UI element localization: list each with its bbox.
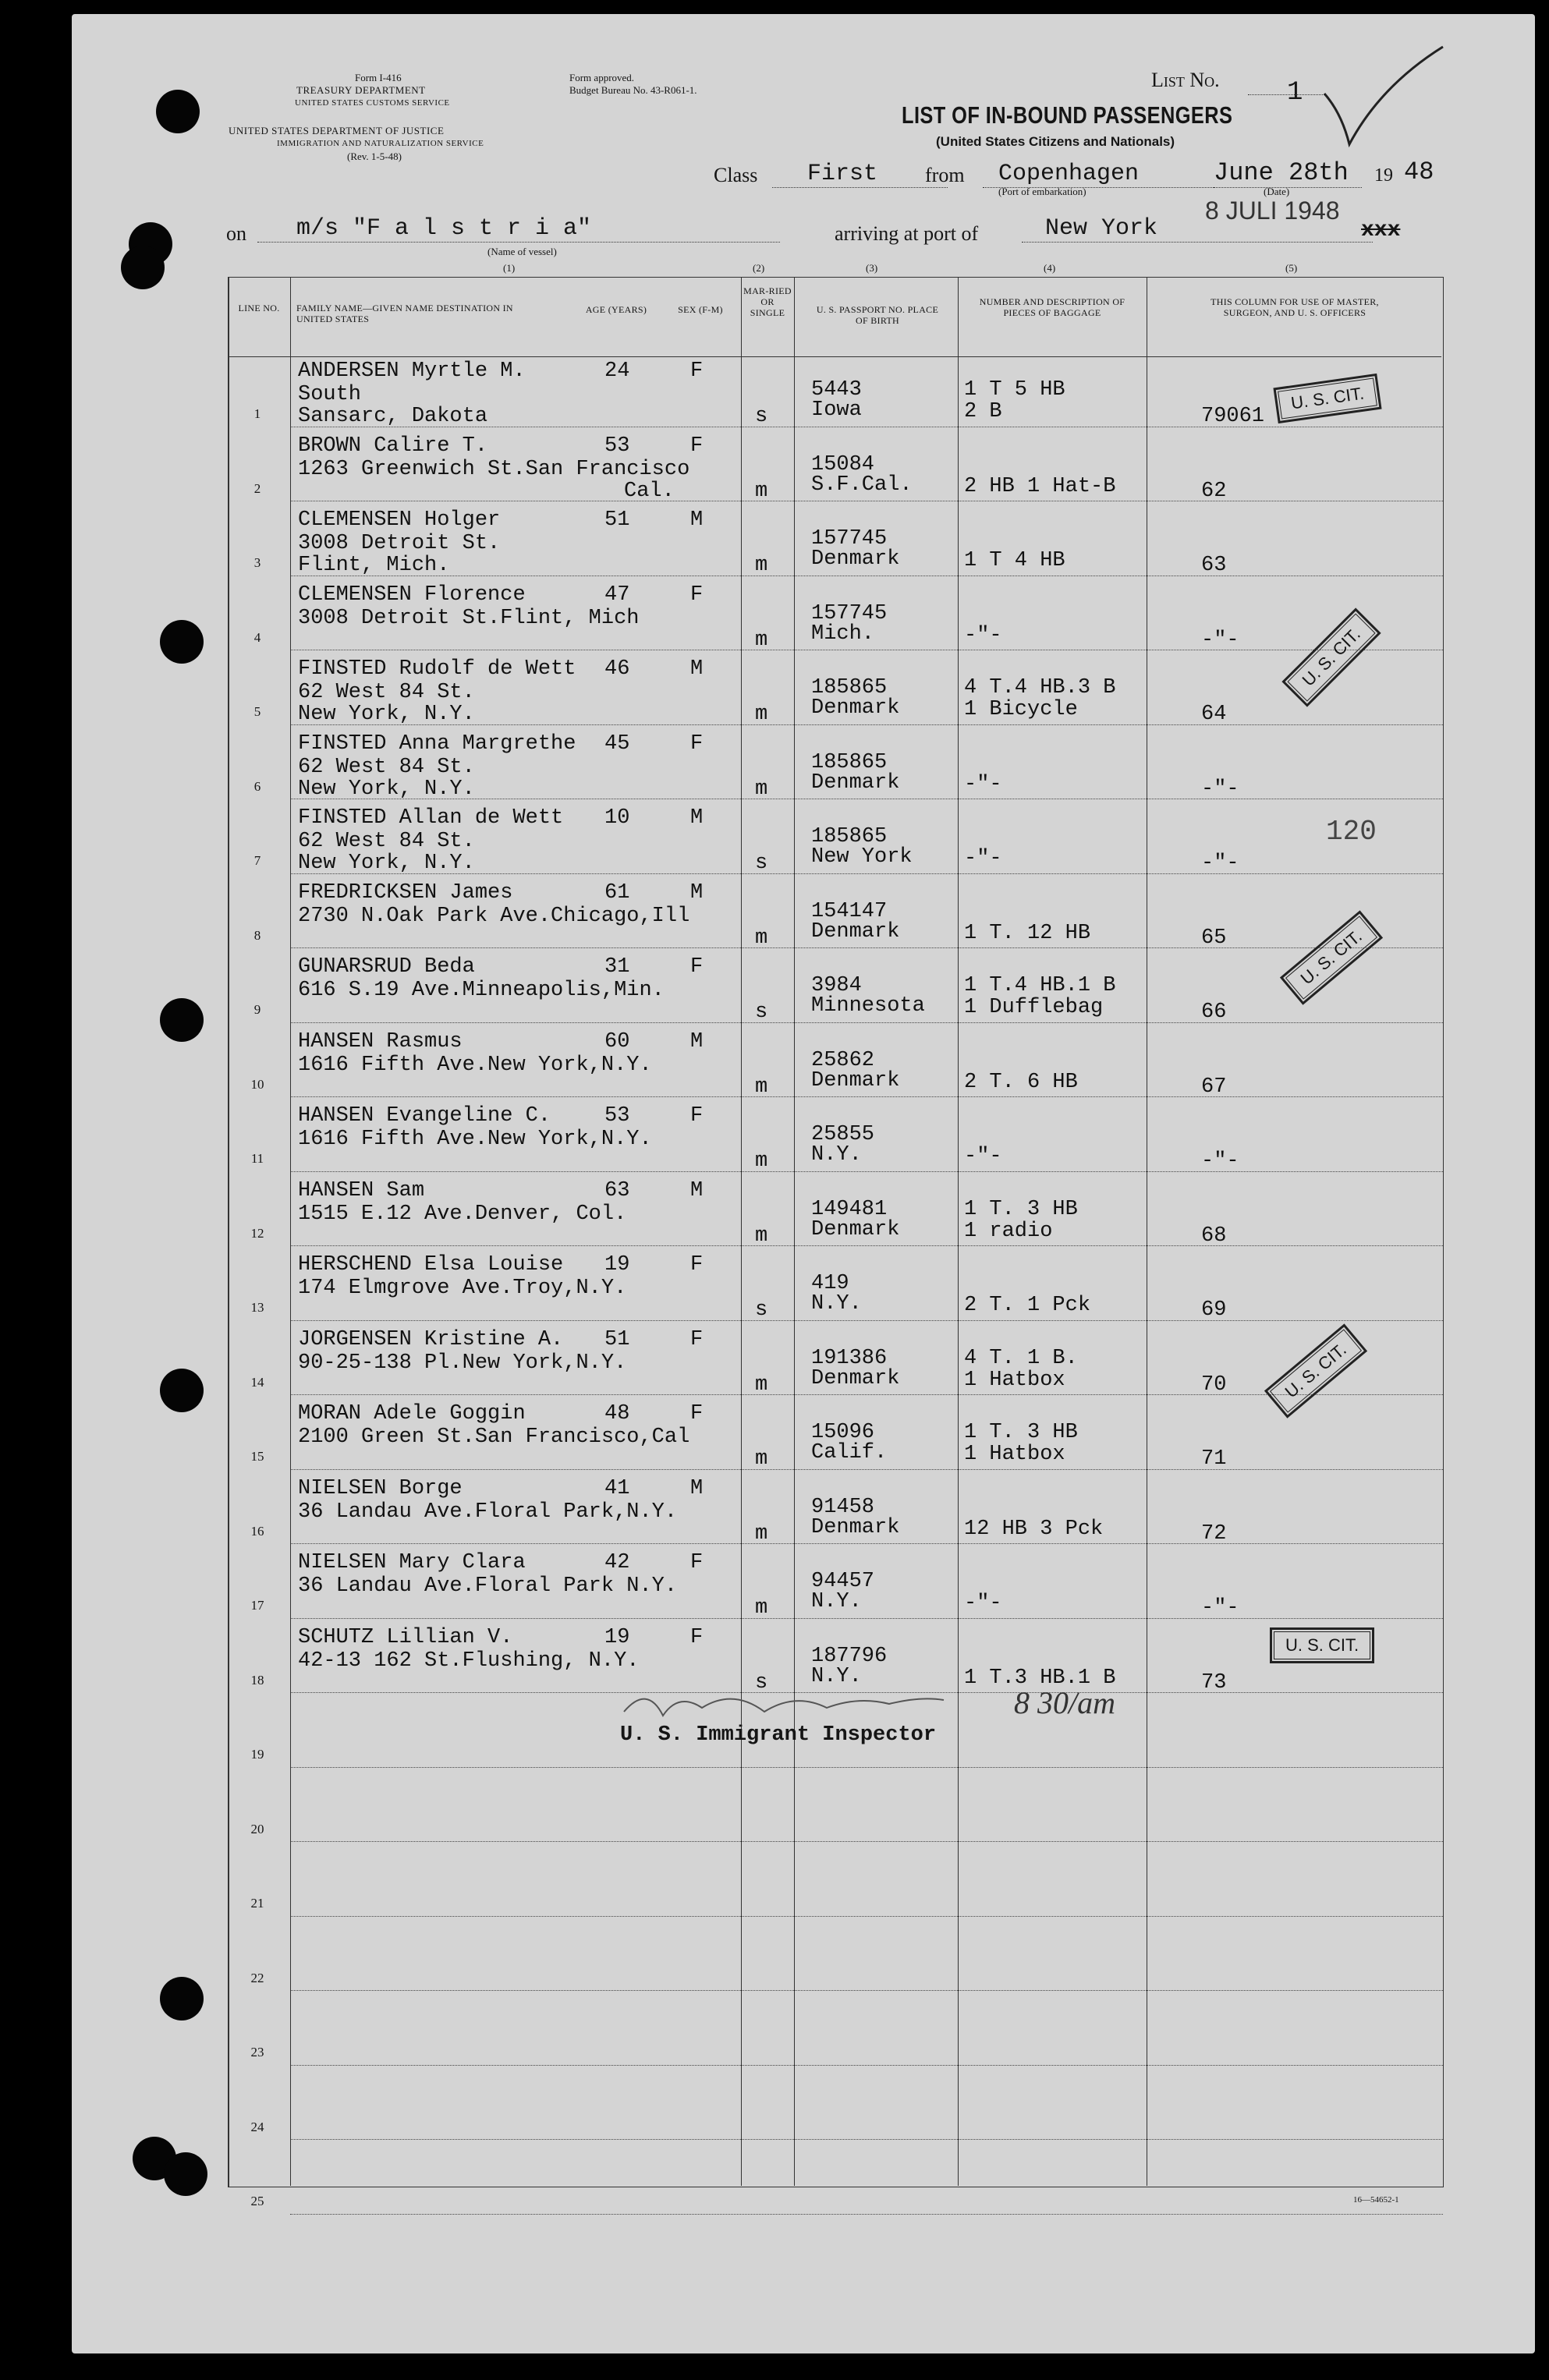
sex: F [690,1104,704,1128]
destination: 1616 Fifth Ave.New York,N.Y. [298,1128,652,1151]
place-of-birth: Mich. [811,622,875,646]
baggage: -"- [964,1592,1002,1615]
row-rule [290,2139,1443,2140]
service: UNITED STATES CUSTOMS SERVICE [295,98,450,108]
destination: 62 West 84 St. [298,681,475,704]
col-num: (1) [503,262,516,274]
line-number: 21 [250,1896,264,1911]
line-number: 4 [253,629,261,645]
passenger-name: BROWN Calire T. [298,434,488,458]
date-caption: (Date) [1264,186,1290,197]
marital-status: m [755,479,768,503]
list-subtitle: (United States Citizens and Nationals) [936,134,1175,149]
punch-hole [156,90,200,133]
marital-status: m [755,777,768,801]
officer-number: -"- [1201,1596,1239,1620]
sex: M [690,508,704,532]
baggage-line-1: 1 T. 3 HB [964,1421,1078,1444]
age: 51 [604,1327,630,1351]
passenger-name: HANSEN Sam [298,1178,425,1202]
age: 19 [604,1253,630,1277]
destination: 1263 Greenwich St.San Francisco [298,457,690,481]
passport-no: 94457 [811,1570,875,1593]
destination: 2730 N.Oak Park Ave.Chicago,Ill [298,904,690,928]
sex: M [690,657,704,681]
baggage: 1 T. 12 HB [964,921,1091,945]
sex: F [690,1625,704,1649]
destination: 3008 Detroit St. [298,532,501,555]
place-of-birth: Denmark [811,547,900,571]
destination: 36 Landau Ave.Floral Park,N.Y. [298,1500,678,1524]
passport-no: 3984 [811,974,862,997]
destination: 42-13 162 St.Flushing, N.Y. [298,1649,640,1673]
struck-xxx: xxx [1361,218,1401,243]
sex: M [690,806,704,830]
stamp-text: U. S. CIT. [1287,613,1375,701]
marital-status: m [755,554,768,577]
ins: IMMIGRATION AND NATURALIZATION SERVICE [277,139,484,148]
sex: M [690,1476,704,1500]
row-rule [290,1767,1443,1768]
passenger-name: FINSTED Anna Margrethe [298,731,576,756]
place-of-birth: N.Y. [811,1664,862,1688]
age: 47 [604,583,630,607]
marital-status: m [755,1224,768,1248]
baggage: 1 radio [964,1219,1053,1243]
passport-no: 187796 [811,1644,888,1668]
passenger-name: CLEMENSEN Florence [298,583,526,607]
punch-hole [121,246,165,289]
destination-line-2: Cal. [624,479,675,503]
justice-dept: UNITED STATES DEPARTMENT OF JUSTICE [229,125,445,136]
line-number: 7 [253,853,261,868]
place-of-birth: Calif. [811,1441,888,1464]
inspector-title: U. S. Immigrant Inspector [620,1723,937,1747]
arriving-label: arriving at port of [835,222,979,245]
row-rule [290,1543,1443,1544]
age: 42 [604,1551,630,1574]
age: 31 [604,955,630,979]
baggage: 1 Hatbox [964,1368,1065,1392]
punch-hole [160,1369,204,1412]
row-rule [290,1096,1443,1097]
sex: F [690,1551,704,1574]
passenger-name: MORAN Adele Goggin [298,1402,526,1426]
passenger-name: FINSTED Allan de Wett [298,806,564,830]
passport-no: 25862 [811,1048,875,1072]
passenger-name: NIELSEN Mary Clara [298,1551,526,1574]
date-stamp: 8 JULI 1948 [1205,197,1340,225]
list-no: 1 [1287,78,1303,108]
place-of-birth: N.Y. [811,1590,862,1613]
baggage: 12 HB 3 Pck [964,1517,1104,1541]
sex: F [690,583,704,607]
line-number: 20 [250,1821,264,1836]
line-number: 1 [253,406,261,421]
passport-no: 157745 [811,527,888,551]
header-baggage: NUMBER AND DESCRIPTION OF PIECES OF BAGGAGE [979,296,1125,318]
on-label: on [226,222,246,245]
passport-no: 91458 [811,1495,875,1519]
baggage: 2 HB 1 Hat-B [964,474,1116,498]
officer-number: 65 [1201,926,1227,950]
destination: 36 Landau Ave.Floral Park N.Y. [298,1574,678,1598]
age: 10 [604,806,630,830]
passport-no: 185865 [811,825,888,848]
baggage: 1 Dufflebag [964,996,1104,1019]
place-of-birth: N.Y. [811,1143,862,1167]
destination: 174 Elmgrove Ave.Troy,N.Y. [298,1277,627,1300]
line-number: 23 [250,2045,264,2059]
list-date: June 28th [1214,158,1362,188]
line-number: 11 [250,1151,264,1166]
line-number: 15 [250,1449,264,1464]
passenger-name: GUNARSRUD Beda [298,955,475,979]
baggage: 1 Hatbox [964,1443,1065,1466]
checkmark-icon [1318,39,1451,156]
passenger-name: JORGENSEN Kristine A. [298,1327,564,1351]
punch-hole [160,620,204,664]
officer-number: 67 [1201,1075,1227,1099]
officer-number: 68 [1201,1224,1227,1248]
baggage-line-1: 1 T.4 HB.1 B [964,974,1116,997]
stamp-text: U. S. CIT. [1274,1631,1370,1659]
baggage: -"- [964,772,1002,796]
passenger-name: HANSEN Rasmus [298,1029,463,1054]
marital-status: m [755,1372,768,1397]
row-rule [290,1320,1443,1321]
col-divider [290,277,291,2186]
destination-line-2: Flint, Mich. [298,554,450,577]
marital-status: m [755,926,768,950]
destination: 2100 Green St.San Francisco,Cal [298,1426,690,1449]
row-rule [290,1916,1443,1917]
row-rule [290,1618,1443,1619]
marital-status: s [755,1298,768,1322]
punch-hole [160,998,204,1042]
header-line-no: LINE NO. [238,303,280,313]
place-of-birth: Minnesota [811,994,925,1018]
year-prefix: 19 [1374,165,1393,186]
age: 46 [604,657,630,681]
row-rule [290,1841,1443,1842]
passport-no: 191386 [811,1346,888,1370]
sex: F [690,434,704,458]
passport-no: 15096 [811,1421,875,1444]
destination: 62 West 84 St. [298,830,475,853]
officer-number: -"- [1201,852,1239,875]
destination: 90-25-138 Pl.New York,N.Y. [298,1351,627,1375]
passenger-name: FREDRICKSEN James [298,880,513,905]
place-of-birth: Denmark [811,1366,900,1390]
passport-no: 5443 [811,378,862,402]
destination-line-2: Sansarc, Dakota [298,405,488,428]
passenger-name: FINSTED Rudolf de Wett [298,657,576,681]
form-number: Form I-416 [355,72,402,83]
port-caption: (Port of embarkation) [998,186,1086,197]
line-number: 10 [250,1076,264,1092]
line-number: 17 [250,1598,264,1613]
passport-no: 149481 [811,1197,888,1221]
revision: (Rev. 1-5-48) [347,151,402,162]
col-num: (3) [866,262,878,274]
baggage-line-1: 4 T.4 HB.3 B [964,676,1116,699]
marital-status: m [755,1596,768,1620]
baggage: -"- [964,847,1002,870]
passenger-name: HERSCHEND Elsa Louise [298,1253,564,1277]
port-of-embarkation: Copenhagen [983,161,1217,188]
sex: F [690,1253,704,1277]
col-divider [958,277,959,2186]
baggage: 1 T.3 HB.1 B [964,1666,1116,1690]
place-of-birth: New York [811,845,913,869]
row-rule [290,2065,1443,2066]
col-divider [794,277,795,2186]
marital-status: m [755,1447,768,1471]
passport-no: 419 [811,1272,849,1295]
marital-status: m [755,1075,768,1099]
header-officers: THIS COLUMN FOR USE OF MASTER, SURGEON, AND U. S. OFFICERS [1210,296,1379,318]
age: 63 [604,1178,630,1202]
baggage: 2 B [964,400,1002,423]
officer-number: 64 [1201,703,1227,726]
col-divider [741,277,742,2186]
passenger-name: CLEMENSEN Holger [298,508,501,532]
row-rule [290,1022,1443,1023]
list-no-rule [1248,94,1326,95]
class-label: Class [714,164,758,186]
stamp-text: U. S. CIT. [1285,916,1377,999]
destination: 1515 E.12 Ave.Denver, Col. [298,1202,627,1226]
line-number: 16 [250,1523,264,1539]
sex: M [690,880,704,905]
place-of-birth: S.F.Cal. [811,473,913,497]
sex: F [690,1402,704,1426]
age: 41 [604,1476,630,1500]
baggage: 1 T 4 HB [964,549,1065,572]
officer-number: -"- [1201,628,1239,652]
vessel-name: m/s "F a l s t r i a" [257,215,780,243]
place-of-birth: Denmark [811,770,900,795]
sex: M [690,1178,704,1202]
footer-code: 16—54652-1 [1353,2195,1399,2205]
col-num: (4) [1044,262,1056,274]
class-value: First [772,161,948,188]
baggage: 2 T. 6 HB [964,1070,1078,1094]
row-rule [290,1171,1443,1172]
destination: 616 S.19 Ave.Minneapolis,Min. [298,979,665,1002]
marital-status: s [755,852,768,875]
header-sex: SEX (F-M) [678,304,723,315]
baggage: -"- [964,623,1002,647]
form-approved: Form approved. [569,72,635,83]
year-value: 48 [1404,158,1434,186]
line-number: 8 [253,927,261,943]
officer-number: -"- [1201,1149,1239,1173]
list-no-label: List No. [1151,69,1220,91]
passenger-name: NIELSEN Borge [298,1476,463,1500]
age: 53 [604,1104,630,1128]
age: 53 [604,434,630,458]
line-number: 25 [250,2194,264,2208]
officer-number: -"- [1201,777,1239,801]
passport-no: 185865 [811,676,888,699]
passport-no: 25855 [811,1123,875,1146]
passenger-name: SCHUTZ Lillian V. [298,1625,513,1649]
age: 60 [604,1029,630,1054]
baggage-line-1: 1 T. 3 HB [964,1197,1078,1221]
place-of-birth: Denmark [811,696,900,720]
age: 45 [604,731,630,756]
row-rule [290,2214,1443,2215]
officer-number: 79061 [1201,405,1265,428]
line-number: 19 [250,1747,264,1762]
officer-number: 63 [1201,554,1227,577]
officer-number: 70 [1201,1372,1227,1397]
annotation-120: 120 [1326,816,1377,848]
col-num: (2) [753,262,765,274]
line-number: 13 [250,1300,264,1315]
destination: South [298,383,362,406]
header-passport: U. S. PASSPORT NO. PLACE OF BIRTH [816,304,939,326]
row-rule [290,1245,1443,1246]
budget-bureau: Budget Bureau No. 43-R061-1. [569,84,697,96]
header-age: AGE (YEARS) [585,304,647,315]
marital-status: m [755,1521,768,1546]
officer-number: 66 [1201,1001,1227,1024]
age: 24 [604,359,630,383]
officer-number: 72 [1201,1521,1227,1546]
passport-no: 154147 [811,899,888,923]
stamp-text: U. S. CIT. [1270,1329,1362,1412]
baggage-line-1: 1 T 5 HB [964,378,1065,402]
destination: 3008 Detroit St.Flint, Mich [298,606,640,630]
destination: 62 West 84 St. [298,755,475,779]
place-of-birth: Iowa [811,398,862,422]
table-header-rule [228,356,1441,357]
marital-status: m [755,703,768,726]
marital-status: s [755,405,768,428]
place-of-birth: N.Y. [811,1292,862,1316]
punch-hole [164,2152,207,2196]
list-title: LIST OF IN-BOUND PASSENGERS [902,101,1233,129]
arrival-port: New York [1022,215,1373,243]
place-of-birth: Denmark [811,1068,900,1093]
baggage: 1 Bicycle [964,698,1078,721]
line-number: 3 [253,555,261,570]
place-of-birth: Denmark [811,919,900,944]
age: 19 [604,1625,630,1649]
officer-number: 69 [1201,1298,1227,1322]
destination-line-2: New York, N.Y. [298,852,475,875]
passport-no: 185865 [811,750,888,774]
department: TREASURY DEPARTMENT [296,84,426,96]
place-of-birth: Denmark [811,1217,900,1241]
passport-no: 157745 [811,601,888,625]
marital-status: m [755,628,768,652]
marital-status: s [755,1001,768,1024]
passenger-name: ANDERSEN Myrtle M. [298,359,526,383]
destination: 1616 Fifth Ave.New York,N.Y. [298,1053,652,1077]
baggage: 2 T. 1 Pck [964,1294,1091,1317]
officer-number: 71 [1201,1447,1227,1471]
line-number: 9 [253,1002,261,1017]
from-label: from [925,164,965,186]
us-citizen-stamp [1270,1627,1374,1663]
officer-number: 73 [1201,1670,1227,1695]
line-number: 12 [250,1225,264,1241]
marital-status: s [755,1670,768,1695]
inspection-time: 8 30/am [1014,1685,1115,1720]
line-number: 24 [250,2119,264,2134]
row-rule [290,1990,1443,1991]
sex: F [690,1327,704,1351]
age: 51 [604,508,630,532]
line-number: 14 [250,1374,264,1390]
line-number: 2 [253,480,261,496]
baggage-line-1: 4 T. 1 B. [964,1346,1078,1370]
row-rule [290,947,1443,948]
officer-number: 62 [1201,479,1227,503]
destination-line-2: New York, N.Y. [298,777,475,801]
age: 61 [604,880,630,905]
header-married: MAR-RIED OR SINGLE [743,285,792,318]
col-num: (5) [1285,262,1298,274]
sex: F [690,955,704,979]
sex: M [690,1029,704,1054]
destination-line-2: New York, N.Y. [298,703,475,726]
passenger-name: HANSEN Evangeline C. [298,1104,551,1128]
stamp-text: U. S. CIT. [1278,378,1377,420]
row-rule [290,1469,1443,1470]
passport-no: 15084 [811,452,875,476]
age: 48 [604,1402,630,1426]
sex: F [690,731,704,756]
marital-status: m [755,1149,768,1173]
line-number: 22 [250,1970,264,1985]
punch-hole [160,1977,204,2021]
baggage: -"- [964,1145,1002,1168]
sex: F [690,359,704,383]
header-name: FAMILY NAME—GIVEN NAME DESTINATION IN UNITED STATES [296,303,513,324]
vessel-caption: (Name of vessel) [487,246,557,257]
line-number: 6 [253,778,261,794]
line-number: 5 [253,704,261,719]
line-number: 18 [250,1672,264,1688]
place-of-birth: Denmark [811,1515,900,1539]
